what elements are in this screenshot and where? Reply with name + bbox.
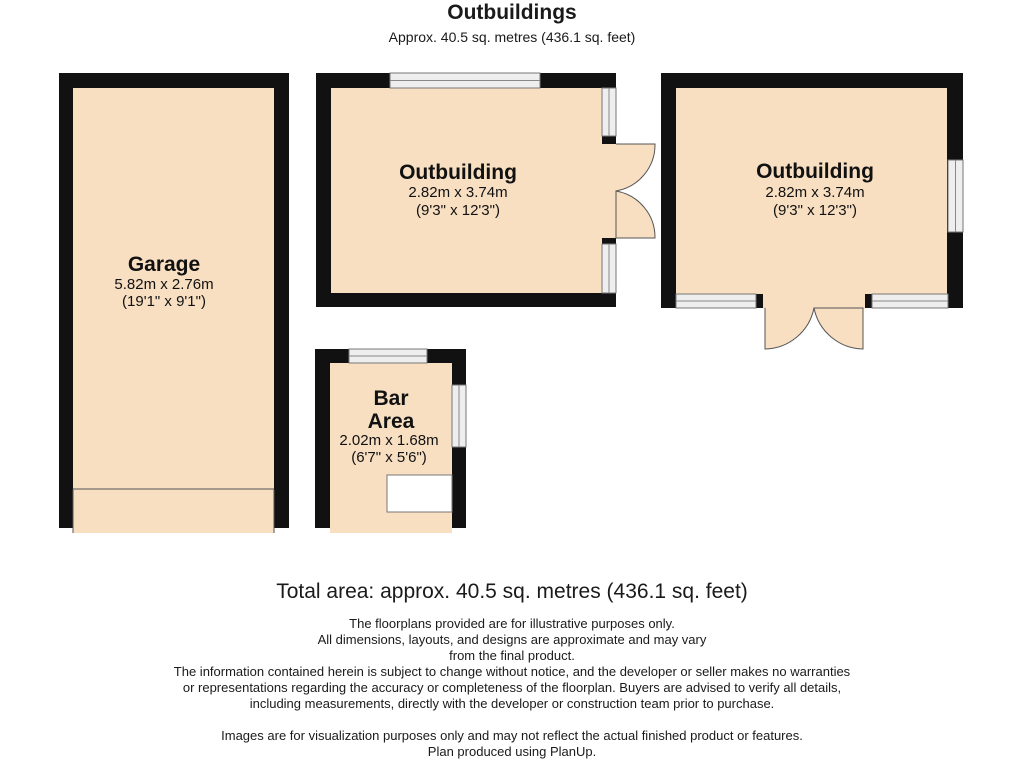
disclaimer-line: The floorplans provided are for illustrative purposes only. <box>349 616 675 631</box>
disclaimer-line: including measurements, directly with the developer or construction team prior to purchase. <box>249 696 775 711</box>
outbuilding-2-room <box>661 73 963 349</box>
bar-area-size-metric: 2.02m x 1.68m <box>339 432 439 449</box>
bar-area-label-line2: Area <box>367 410 415 433</box>
disclaimer-line: All dimensions, layouts, and designs are approximate and may vary <box>317 632 707 647</box>
garage-size-metric: 5.82m x 2.76m <box>114 276 214 293</box>
outbuilding-2-door-opening <box>763 293 865 309</box>
disclaimer-line: or representations regarding the accuracy or completeness of the floorplan. Buyers are advised to verify all details, <box>182 680 842 695</box>
outbuilding-1-label: Outbuilding <box>399 161 517 184</box>
planup-credit: Plan produced using PlanUp. <box>427 744 597 759</box>
total-area: Total area: approx. 40.5 sq. metres (436.1 sq. feet) <box>276 580 748 603</box>
outbuilding-1-room <box>316 73 655 307</box>
outbuilding-2-size-metric: 2.82m x 3.74m <box>765 184 865 201</box>
outbuilding-2-label: Outbuilding <box>756 160 874 183</box>
bar-area-room <box>315 349 466 533</box>
outbuilding-2-size-imperial: (9'3" x 12'3") <box>773 202 857 219</box>
outbuilding-1-french-doors <box>616 144 655 238</box>
bar-counter <box>387 475 452 512</box>
bar-area-size-imperial: (6'7" x 5'6") <box>351 449 427 466</box>
garage-label: Garage <box>127 253 201 276</box>
visualization-note: Images are for visualization purposes only and may not reflect the actual finished product or features. <box>221 728 803 743</box>
garage-room <box>59 73 289 533</box>
outbuilding-2-french-doors <box>765 308 863 349</box>
outbuilding-1-size-metric: 2.82m x 3.74m <box>408 184 508 201</box>
disclaimer-line: from the final product. <box>449 648 575 663</box>
outbuilding-1-size-imperial: (9'3" x 12'3") <box>416 202 500 219</box>
plan-title: Outbuildings <box>447 1 577 24</box>
bar-area-label-line1: Bar <box>373 387 409 410</box>
garage-floor <box>73 88 274 533</box>
disclaimer-line: The information contained herein is subject to change without notice, and the developer or seller makes no warranties <box>173 664 851 679</box>
plan-subtitle: Approx. 40.5 sq. metres (436.1 sq. feet) <box>388 29 636 45</box>
garage-size-imperial: (19'1" x 9'1") <box>122 293 206 310</box>
outbuilding-1-door-opening <box>601 144 617 238</box>
